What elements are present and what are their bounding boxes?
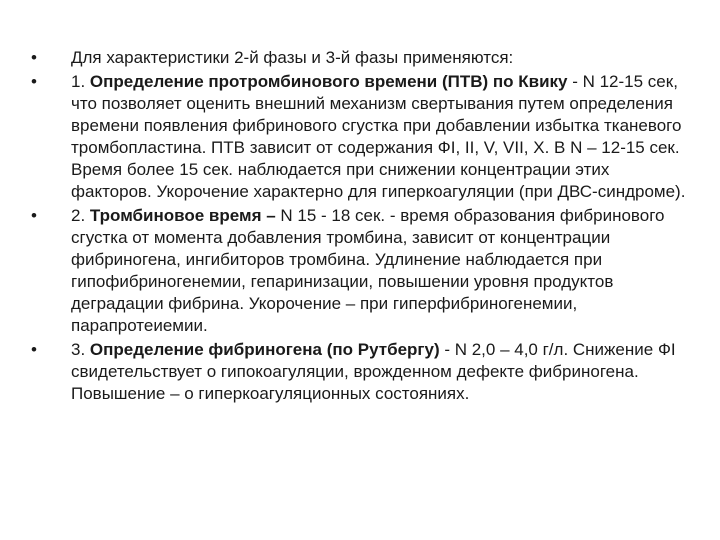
bullet-item-fibrinogen — [26, 339, 688, 405]
bullet-item-intro — [26, 47, 688, 69]
bullet-number: 3. — [71, 340, 90, 359]
bullet-text: N 15 - 18 сек. - время образования фибринового сгустка от момента добавления тромбина, зависит от концентрации фибриногена, ингибиторов тромбина. Удлинение наблюдается при гипофибриногенемии, гепаринизации, повышении уровня продуктов деградации фибрина. Укорочение – при гиперфибриногенемии, парапротеиемии. — [71, 206, 665, 335]
bullet-text: - N 12-15 сек, что позволяет оценить внешний механизм свертывания путем определения времени появления фибринового сгустка при добавлении избытка тканевого тромбопластина. ПТВ зависит от содержания ФI, II, V, VII, X. В N – 12-15 сек. Время более 15 сек. наблюдается при снижении концентрации этих факторов. Укорочение характерно для гиперкоагуляции (при ДВС-синдроме). — [71, 72, 686, 201]
bullet-marker: • — [31, 72, 37, 91]
bullet-number: 2. — [71, 206, 90, 225]
bullet-marker: • — [31, 340, 37, 359]
bullet-list — [26, 47, 688, 407]
bullet-marker: • — [31, 206, 37, 225]
bullet-marker: • — [31, 48, 37, 67]
bullet-text: - N 2,0 – 4,0 г/л. Снижение ФI свидетельствует о гипокоагуляции, врожденном дефекте фибриногена. Повышение – о гиперкоагуляционных состояниях. — [71, 340, 676, 403]
bullet-heading: Тромбиновое время – — [89, 206, 276, 225]
bullet-number: 1. — [71, 72, 90, 91]
bullet-item-thrombin-time — [26, 205, 688, 337]
bullet-item-ptv — [26, 71, 688, 203]
bullet-heading: Определение фибриногена (по Рутбергу) — [89, 340, 440, 359]
bullet-text: Для характеристики 2-й фазы и 3-й фазы применяются: — [71, 48, 514, 67]
bullet-heading: Определение протромбинового времени (ПТВ) по Квику — [89, 72, 568, 91]
